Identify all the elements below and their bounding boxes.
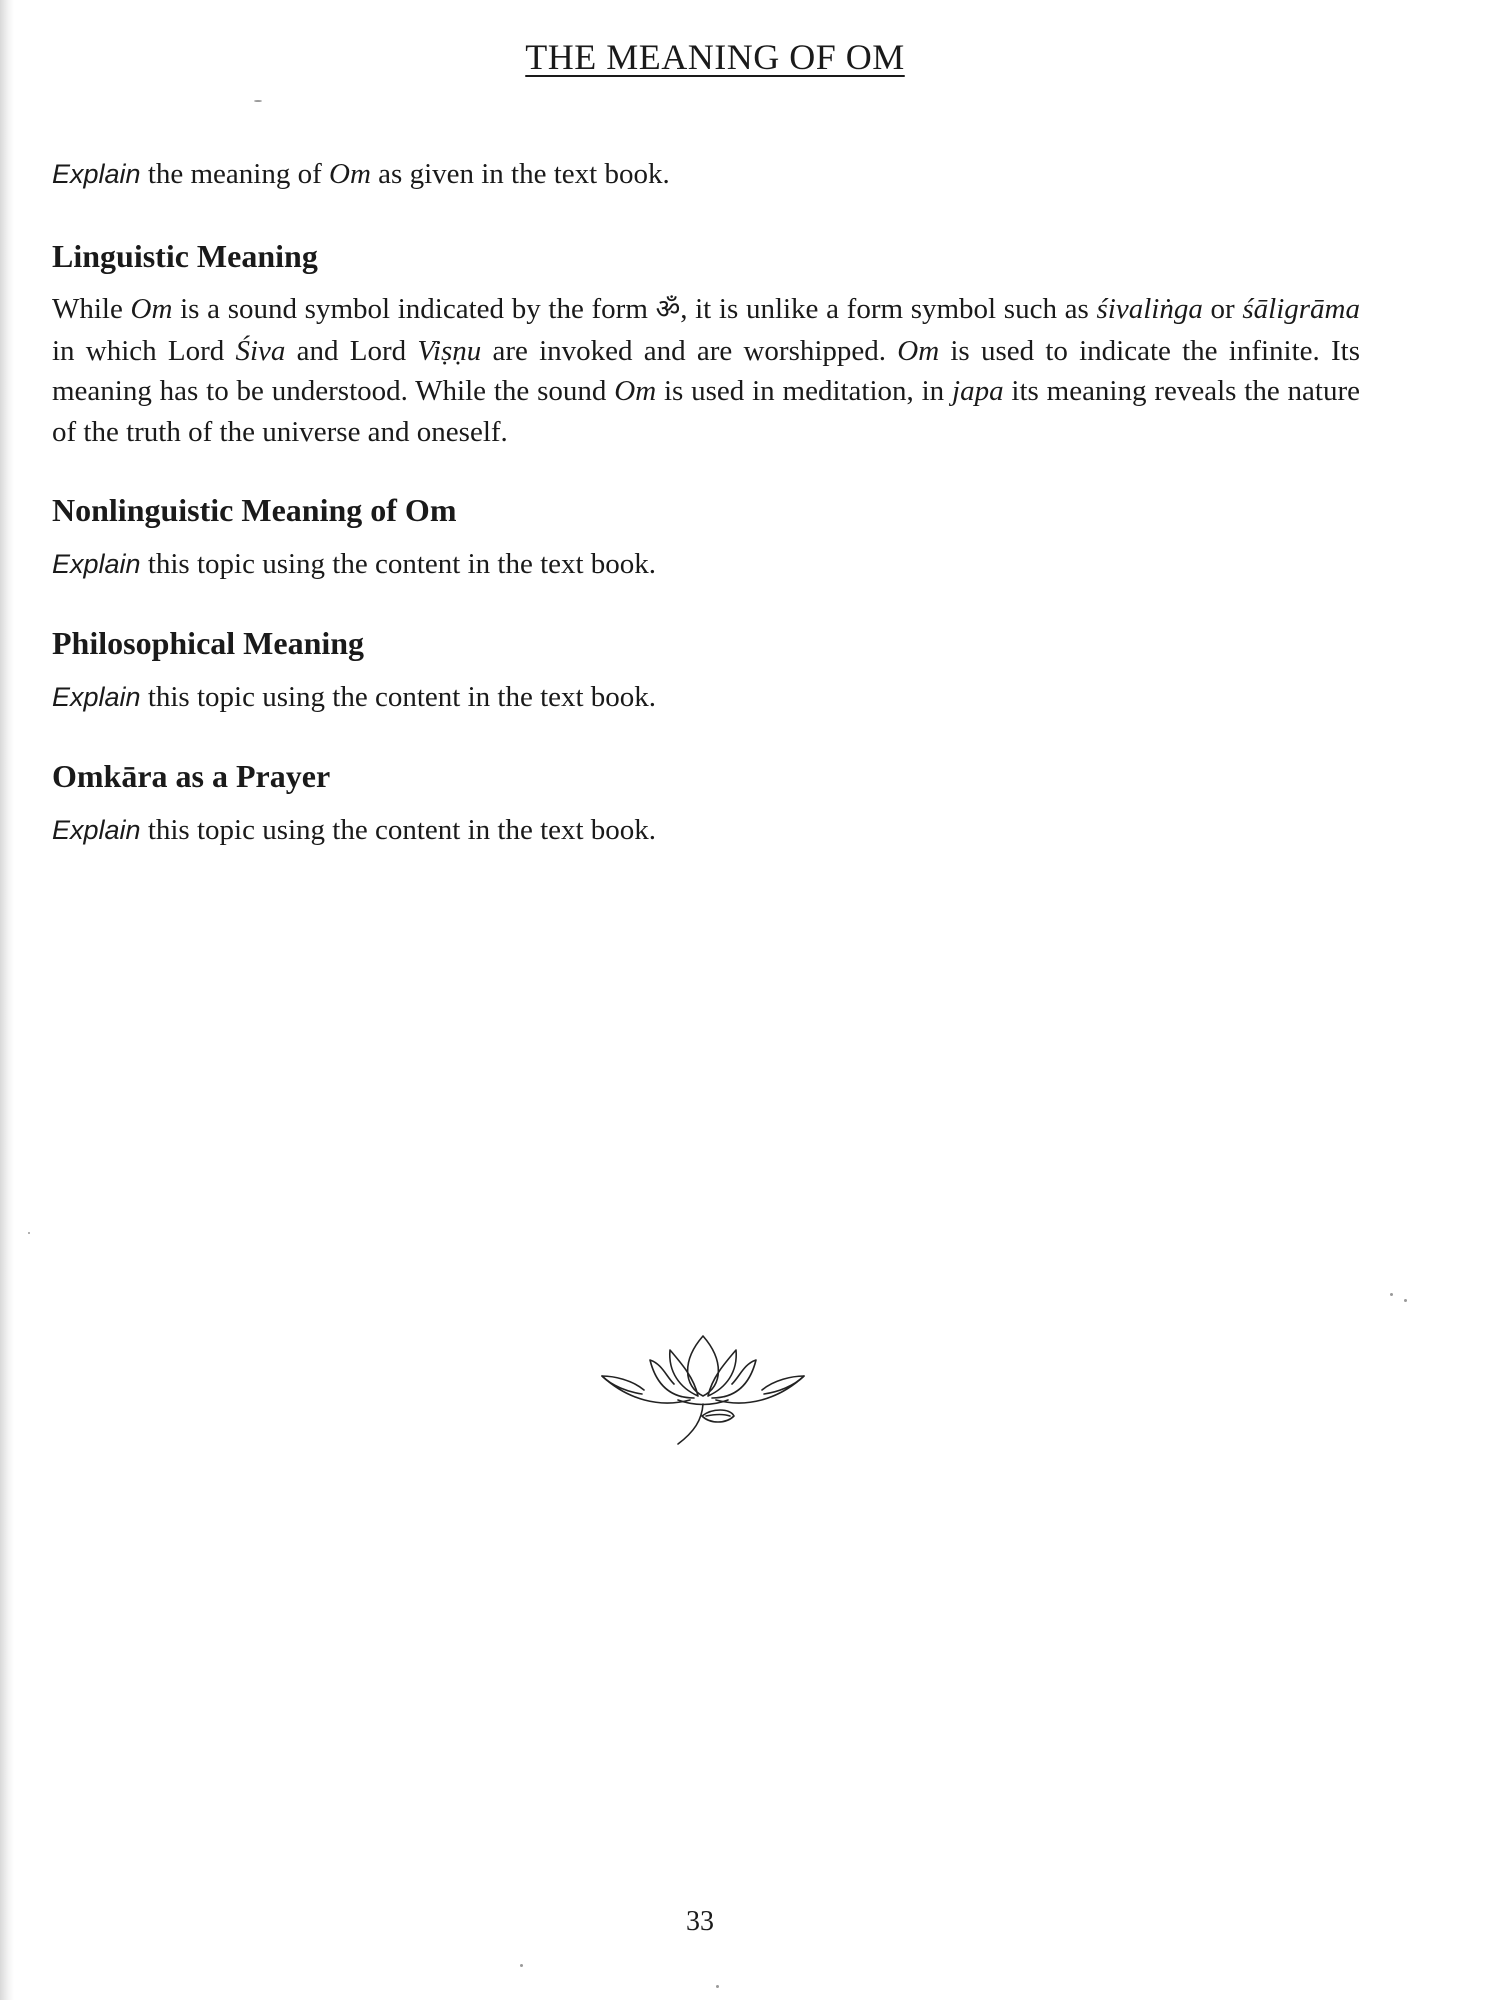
scan-speck: [716, 1985, 719, 1988]
philosophical-instruction: Explain this topic using the content in the text book.: [52, 681, 657, 713]
heading-linguistic-meaning: Linguistic Meaning: [52, 238, 318, 274]
intro-instruction: [52, 158, 670, 191]
scan-speck: [520, 1964, 523, 1967]
scan-speck: [1390, 1293, 1393, 1296]
heading-philosophical-meaning: Philosophical Meaning: [52, 625, 365, 661]
heading-nonlinguistic-meaning: Nonlinguistic Meaning of Om: [52, 492, 457, 528]
scan-speck: [254, 100, 262, 102]
intro-label: Explain: [52, 159, 141, 189]
nonlinguistic-instruction: Explain this topic using the content in the text book.: [52, 548, 657, 580]
heading-omkara-prayer: Omkāra as a Prayer: [52, 758, 331, 794]
prayer-instruction: Explain this topic using the content in the text book.: [52, 814, 657, 846]
page-binding-shadow: [0, 0, 14, 2000]
linguistic-meaning-paragraph: While Om is a sound symbol indicated by the form ॐ, it is unlike a form symbol such as śivaliṅga or śāligrāma in which Lord Śiva and Lord Viṣṇu are invoked and are worshipped. Om is used to indicate the infinite. Its meaning has to be understood. While the sound Om is used in meditation, in japa its meaning reveals the nature of the truth of the universe and oneself.: [52, 293, 1361, 448]
intro-om: Om: [329, 158, 371, 190]
intro-text-b: as given in the text book.: [370, 158, 670, 190]
scan-speck: [1404, 1299, 1407, 1302]
scan-speck: [28, 1232, 30, 1234]
om-symbol-icon: ॐ: [655, 294, 681, 325]
lotus-icon: [598, 1328, 808, 1448]
page-number: 33: [686, 1906, 714, 1937]
intro-text-a: the meaning of: [140, 158, 330, 190]
page-title: THE MEANING OF OM: [525, 37, 905, 77]
